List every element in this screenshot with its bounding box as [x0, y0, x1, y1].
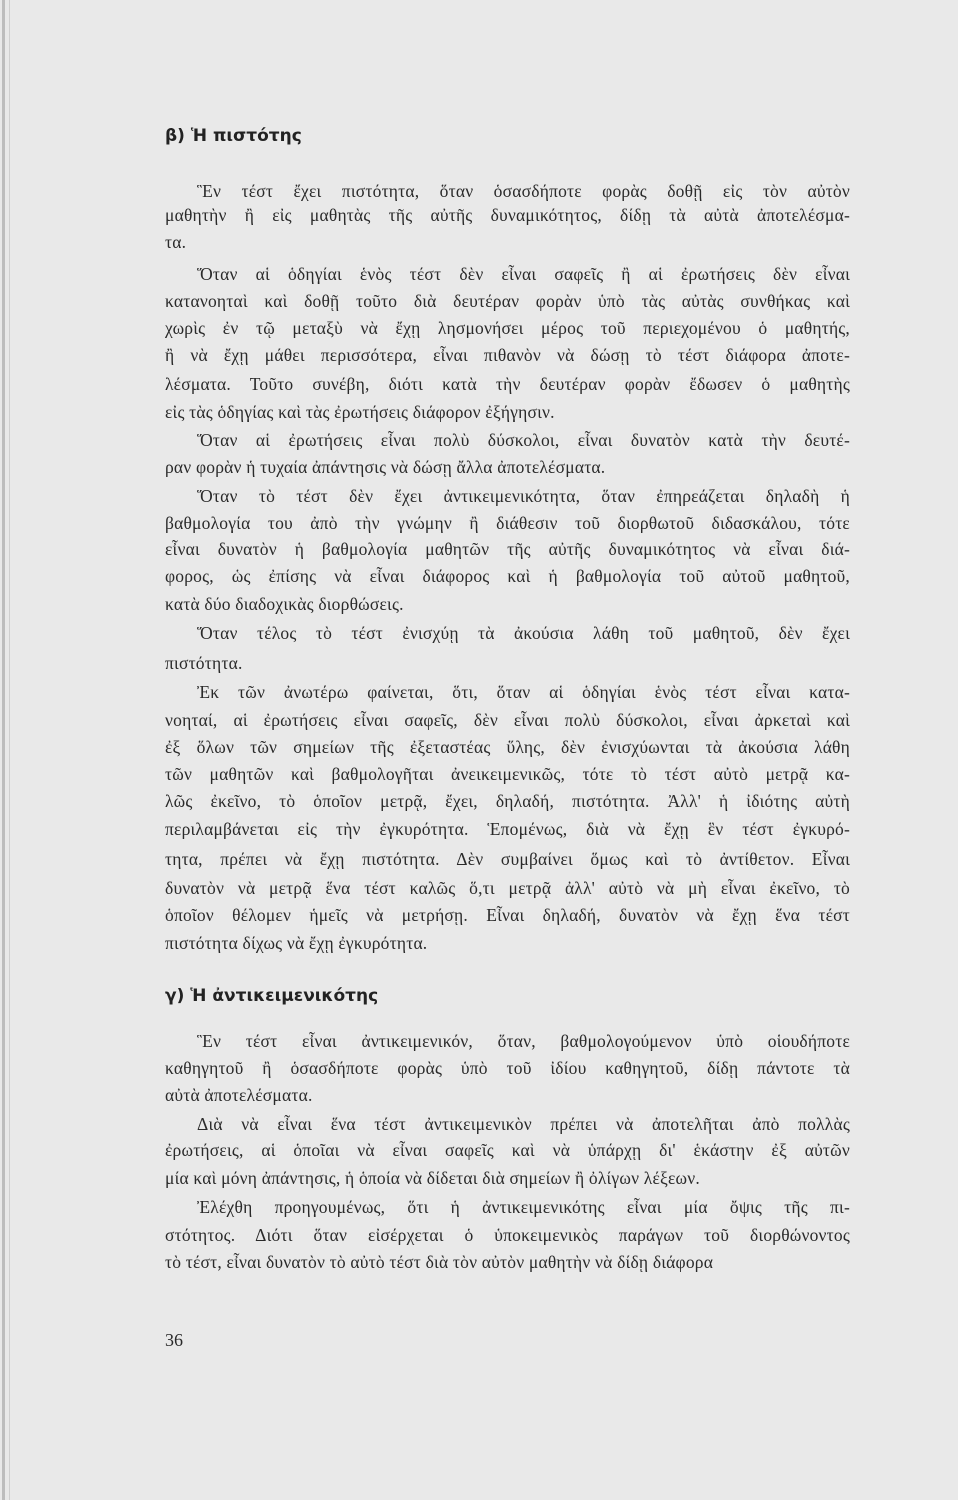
paragraph-line: ὁποῖον θέλομεν ἡμεῖς νὰ μετρήσῃ. Εἶναι δηλαδή, δυνατὸν νὰ ἔχῃ ἕνα τέστ: [165, 905, 850, 925]
paragraph-line: περιλαμβάνεται εἰς τὴν ἐγκυρότητα. Ἑπομένως, διὰ νὰ ἔχῃ ἓν τέστ ἐγκυρό-: [165, 819, 850, 839]
paragraph-line: Διὰ νὰ εἶναι ἕνα τέστ ἀντικειμενικὸν πρέπει νὰ ἀποτελῆται ἀπὸ πολλὰς: [197, 1114, 850, 1134]
paragraph-line: Ἐλέχθη προηγουμένως, ὅτι ἡ ἀντικειμενικότης εἶναι μία ὄψις τῆς πι-: [197, 1197, 850, 1217]
page-edge-left: [2, 0, 5, 1500]
paragraph-line: Ὅταν τὸ τέστ δὲν ἔχει ἀντικειμενικότητα, ὅταν ἐπηρεάζεται δηλαδὴ ἡ: [197, 486, 850, 506]
paragraph-line: λέσματα. Τοῦτο συνέβη, διότι κατὰ τὴν δευτέραν φορὰν ἔδωσεν ὁ μαθητὴς: [165, 374, 850, 394]
paragraph-line: τητα, πρέπει νὰ ἔχῃ πιστότητα. Δὲν συμβαίνει ὅμως καὶ τὸ ἀντίθετον. Εἶναι: [165, 849, 850, 869]
paragraph-line: μία καὶ μόνη ἀπάντησις, ἡ ὁποία νὰ δίδεται διὰ σημείων ἢ ὀλίγων λέξεων.: [165, 1168, 700, 1188]
paragraph-line: Ἐκ τῶν ἀνωτέρω φαίνεται, ὅτι, ὅταν αἱ ὁδηγίαι ἑνὸς τέστ εἶναι κατα-: [197, 682, 850, 702]
page-number: 36: [165, 1330, 183, 1350]
paragraph-line: πιστότητα δίχως νὰ ἔχῃ ἐγκυρότητα.: [165, 933, 428, 953]
paragraph-line: κατανοηταὶ καὶ δοθῇ τοῦτο διὰ δευτέραν φορὰν ὑπὸ τὰς αὐτὰς συνθήκας καὶ: [165, 291, 850, 311]
paragraph-line: Ὅταν αἱ ἐρωτήσεις εἶναι πολὺ δύσκολοι, εἶναι δυνατὸν κατὰ τὴν δευτέ-: [197, 430, 850, 450]
paragraph-line: ἐξ ὅλων τῶν σημείων τῆς ἐξεταστέας ὕλης, δὲν ἐνισχύωνται τὰ ἀκούσια λάθη: [165, 737, 850, 757]
paragraph-line: μαθητὴν ἢ εἰς μαθητὰς τῆς αὐτῆς δυναμικότητος, δίδῃ τὰ αὐτὰ ἀποτελέσμα-: [165, 205, 850, 225]
paragraph-line: Ὅταν αἱ ὁδηγίαι ἑνὸς τέστ δὲν εἶναι σαφεῖς ἢ αἱ ἐρωτήσεις δὲν εἶναι: [197, 264, 850, 284]
paragraph-line: καθηγητοῦ ἢ ὁσασδήποτε φορὰς ὑπὸ τοῦ ἰδίου καθηγητοῦ, δίδῃ πάντοτε τὰ: [165, 1058, 850, 1078]
paragraph-line: κατὰ δύο διαδοχικὰς διορθώσεις.: [165, 594, 404, 614]
paragraph-line: φορος, ὡς ἐπίσης νὰ εἶναι διάφορος καὶ ἡ βαθμολογία τοῦ αὐτοῦ μαθητοῦ,: [165, 566, 850, 586]
paragraph-line: πιστότητα.: [165, 653, 243, 673]
paragraph-line: ἐρωτήσεις, αἱ ὁποῖαι νὰ εἶναι σαφεῖς καὶ νὰ ὑπάρχῃ δι' ἑκάστην ἐξ αὐτῶν: [165, 1140, 850, 1160]
paragraph-line: ἢ νὰ ἔχῃ μάθει περισσότερα, εἶναι πιθανὸν νὰ δώσῃ τὸ τέστ διάφορα ἀποτε-: [165, 345, 850, 365]
paragraph-line: στότητος. Διότι ὅταν εἰσέρχεται ὁ ὑποκειμενικὸς παράγων τοῦ διορθώνοντος: [165, 1225, 850, 1245]
paragraph-line: ραν φορὰν ἡ τυχαία ἀπάντησις νὰ δώσῃ ἄλλα ἀποτελέσματα.: [165, 457, 606, 477]
paragraph-line: Ὅταν τέλος τὸ τέστ ἐνισχύῃ τὰ ἀκούσια λάθη τοῦ μαθητοῦ, δὲν ἔχει: [197, 623, 850, 643]
paragraph-line: Ἓν τέστ ἔχει πιστότητα, ὅταν ὁσασδήποτε φορὰς δοθῇ εἰς τὸν αὐτὸν: [197, 181, 850, 201]
paragraph-line: εἶναι δυνατὸν ἡ βαθμολογία μαθητῶν τῆς αὐτῆς δυναμικότητος νὰ εἶναι διά-: [165, 539, 850, 559]
section-heading: γ) Ἡ ἀντικειμενικότης: [165, 986, 379, 1006]
paragraph-line: τα.: [165, 232, 187, 252]
page-edge-inner: [9, 0, 10, 1500]
paragraph-line: δυνατὸν νὰ μετρᾷ ἕνα τέστ καλῶς ὅ,τι μετρᾷ ἀλλ' αὐτὸ νὰ μὴ εἶναι ἐκεῖνο, τὸ: [165, 878, 850, 898]
paragraph-line: χωρὶς ἐν τῷ μεταξὺ νὰ ἔχῃ λησμονήσει μέρος τοῦ περιεχομένου ὁ μαθητής,: [165, 318, 850, 338]
paragraph-line: λῶς ἐκεῖνο, τὸ ὁποῖον μετρᾷ, ἔχει, δηλαδή, πιστότητα. Ἀλλ' ἡ ἰδιότης αὐτὴ: [165, 791, 850, 811]
paragraph-line: βαθμολογία του ἀπὸ τὴν γνώμην ἢ διάθεσιν τοῦ διορθωτοῦ διδασκάλου, τότε: [165, 513, 850, 533]
section-heading: β) Ἡ πιστότης: [165, 126, 302, 146]
paragraph-line: εἰς τὰς ὁδηγίας καὶ τὰς ἐρωτήσεις διάφορον ἐξήγησιν.: [165, 402, 555, 422]
paragraph-line: τῶν μαθητῶν καὶ βαθμολογῆται ἀνεικειμενικῶς, τότε τὸ τέστ αὐτὸ μετρᾷ κα-: [165, 764, 850, 784]
paragraph-line: Ἓν τέστ εἶναι ἀντικειμενικόν, ὅταν, βαθμολογούμενον ὑπὸ οἱουδήποτε: [197, 1031, 850, 1051]
paragraph-line: τὸ τέστ, εἶναι δυνατὸν τὸ αὐτὸ τέστ διὰ τὸν αὐτὸν μαθητὴν νὰ δίδῃ διάφορα: [165, 1252, 714, 1272]
paragraph-line: νοηταί, αἱ ἐρωτήσεις εἶναι σαφεῖς, δὲν εἶναι πολὺ δύσκολοι, εἶναι ἀρκεταὶ καὶ: [165, 710, 850, 730]
paragraph-line: αὐτὰ ἀποτελέσματα.: [165, 1085, 313, 1105]
